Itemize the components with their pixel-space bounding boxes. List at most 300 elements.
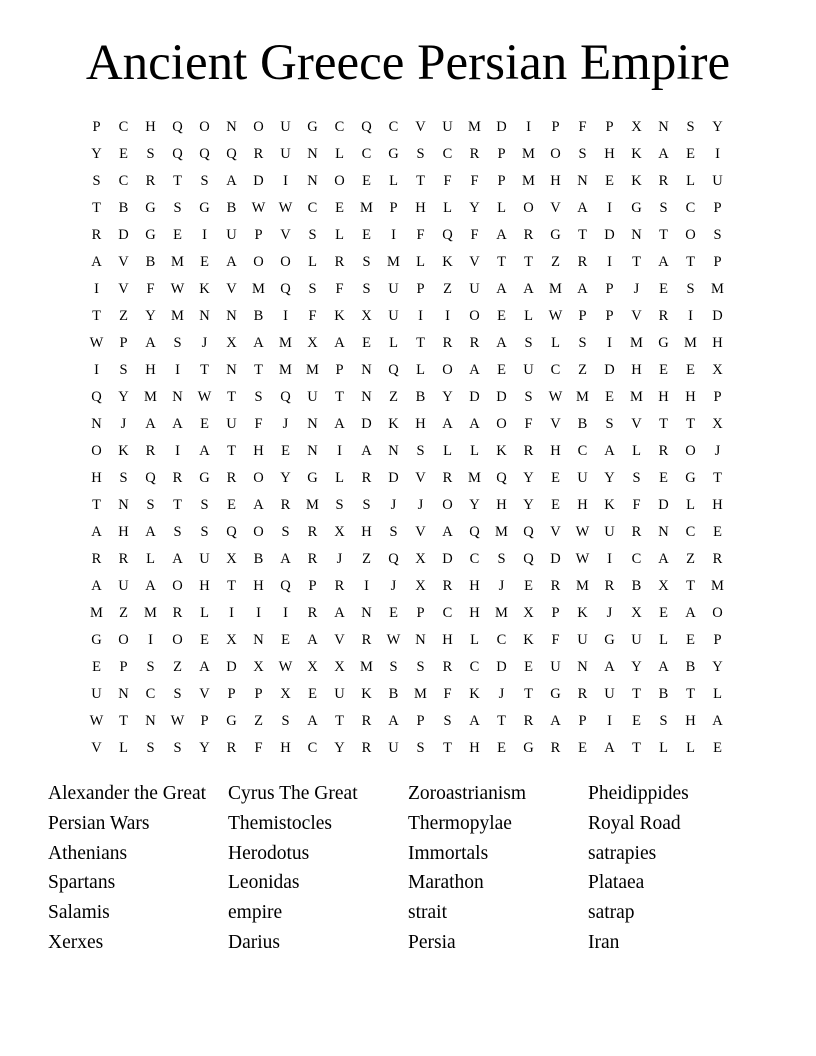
grid-letter: U xyxy=(631,632,642,648)
grid-letter: V xyxy=(118,281,129,297)
grid-letter: R xyxy=(307,524,318,540)
grid-letter: C xyxy=(550,362,561,378)
grid-letter: A xyxy=(226,173,237,189)
grid-letter: S xyxy=(659,200,668,216)
grid-letter: Q xyxy=(145,470,156,486)
grid-letter: G xyxy=(226,713,237,729)
grid-letter: Q xyxy=(523,551,534,567)
grid-letter: B xyxy=(253,551,264,567)
grid-letter: S xyxy=(308,227,317,243)
grid-letter: R xyxy=(145,173,156,189)
grid-letter: H xyxy=(415,416,426,432)
word-list-item: Zoroastrianism xyxy=(408,783,527,804)
grid-letter: L xyxy=(308,254,317,270)
grid-letter: M xyxy=(684,335,697,351)
grid-letter: C xyxy=(388,119,399,135)
grid-row xyxy=(83,438,733,465)
grid-letter: R xyxy=(712,551,723,567)
grid-letter: G xyxy=(199,200,210,216)
grid-letter: M xyxy=(630,335,643,351)
grid-letter: S xyxy=(389,524,398,540)
grid-letter: P xyxy=(389,200,398,216)
grid-letter: O xyxy=(685,443,696,459)
grid-letter: O xyxy=(253,254,264,270)
grid-letter: E xyxy=(173,227,182,243)
grid-letter: S xyxy=(173,335,182,351)
grid-letter: P xyxy=(227,686,236,702)
grid-letter: E xyxy=(686,632,695,648)
grid-letter: G xyxy=(550,686,561,702)
grid-letter: S xyxy=(686,119,695,135)
grid-letter: U xyxy=(577,632,588,648)
grid-letter: H xyxy=(145,119,156,135)
grid-row xyxy=(83,168,733,195)
grid-letter: A xyxy=(604,659,615,675)
grid-letter: B xyxy=(226,200,237,216)
word-list-item: Herodotus xyxy=(228,842,310,864)
grid-row xyxy=(83,708,733,735)
grid-letter: R xyxy=(172,470,183,486)
grid-letter: J xyxy=(282,416,289,432)
grid-letter: U xyxy=(712,173,723,189)
grid-letter: A xyxy=(253,497,264,513)
grid-letter: L xyxy=(524,308,533,324)
grid-letter: S xyxy=(713,227,722,243)
grid-letter: Z xyxy=(389,389,398,405)
grid-letter: P xyxy=(605,281,614,297)
grid-letter: E xyxy=(659,605,668,621)
grid-letter: T xyxy=(632,254,641,270)
grid-letter: R xyxy=(226,740,237,756)
grid-letter: T xyxy=(659,416,668,432)
grid-letter: W xyxy=(89,335,104,351)
grid-letter: A xyxy=(280,551,291,567)
grid-letter: M xyxy=(495,524,508,540)
grid-letter: V xyxy=(226,281,237,297)
grid-letter: H xyxy=(469,578,480,594)
grid-row xyxy=(83,114,733,141)
grid-letter: S xyxy=(254,389,263,405)
grid-letter: O xyxy=(442,497,453,513)
grid-letter: N xyxy=(307,146,318,162)
grid-letter: D xyxy=(604,227,615,243)
grid-letter: H xyxy=(658,389,669,405)
grid-letter: I xyxy=(445,308,450,324)
grid-letter: R xyxy=(361,713,372,729)
grid-letter: Z xyxy=(254,713,263,729)
grid-letter: R xyxy=(631,524,642,540)
grid-letter: A xyxy=(604,740,615,756)
grid-letter: A xyxy=(469,713,480,729)
grid-letter: A xyxy=(361,443,372,459)
grid-letter: W xyxy=(278,659,293,675)
grid-letter: R xyxy=(469,146,480,162)
grid-letter: N xyxy=(253,632,264,648)
grid-letter: E xyxy=(686,362,695,378)
grid-letter: E xyxy=(686,146,695,162)
grid-letter: O xyxy=(253,470,264,486)
word-list-item: satrapies xyxy=(588,842,657,864)
grid-letter: O xyxy=(253,119,264,135)
grid-letter: E xyxy=(632,713,641,729)
grid-letter: A xyxy=(253,335,264,351)
grid-letter: A xyxy=(226,254,237,270)
grid-letter: I xyxy=(175,362,180,378)
grid-letter: K xyxy=(523,632,534,648)
grid-letter: Y xyxy=(469,497,480,513)
grid-letter: F xyxy=(551,632,560,648)
grid-letter: Q xyxy=(496,470,507,486)
grid-letter: C xyxy=(334,119,345,135)
grid-letter: X xyxy=(226,632,237,648)
grid-letter: E xyxy=(659,362,668,378)
grid-letter: U xyxy=(523,362,534,378)
grid-letter: J xyxy=(606,605,613,621)
grid-letter: E xyxy=(551,497,560,513)
grid-letter: M xyxy=(414,686,427,702)
grid-letter: K xyxy=(199,281,210,297)
grid-letter: R xyxy=(658,443,669,459)
grid-letter: W xyxy=(251,200,266,216)
grid-letter: A xyxy=(496,281,507,297)
grid-letter: I xyxy=(94,281,99,297)
grid-letter: F xyxy=(443,173,452,189)
grid-letter: I xyxy=(607,335,612,351)
grid-row xyxy=(83,573,733,600)
grid-letter: P xyxy=(416,713,425,729)
grid-letter: I xyxy=(607,200,612,216)
grid-letter: E xyxy=(497,740,506,756)
grid-letter: W xyxy=(386,632,401,648)
grid-letter: O xyxy=(172,632,183,648)
grid-letter: G xyxy=(91,632,102,648)
grid-letter: N xyxy=(199,308,210,324)
grid-letter: W xyxy=(548,308,563,324)
grid-letter: Z xyxy=(119,605,128,621)
grid-letter: P xyxy=(416,605,425,621)
grid-letter: R xyxy=(361,470,372,486)
grid-letter: S xyxy=(92,173,101,189)
grid-letter: T xyxy=(632,740,641,756)
grid-letter: S xyxy=(416,740,425,756)
grid-letter: T xyxy=(686,416,695,432)
grid-letter: N xyxy=(658,119,669,135)
grid-letter: T xyxy=(524,686,533,702)
grid-letter: D xyxy=(253,173,264,189)
grid-letter: S xyxy=(146,497,155,513)
grid-letter: A xyxy=(388,713,399,729)
grid-letter: E xyxy=(713,740,722,756)
grid-row xyxy=(83,492,733,519)
grid-letter: F xyxy=(578,119,587,135)
grid-letter: A xyxy=(685,605,696,621)
grid-letter: X xyxy=(226,335,237,351)
grid-letter: N xyxy=(577,659,588,675)
grid-letter: S xyxy=(173,524,182,540)
grid-letter: R xyxy=(604,578,615,594)
grid-row xyxy=(83,546,733,573)
grid-letter: G xyxy=(658,335,669,351)
grid-letter: M xyxy=(522,146,535,162)
grid-letter: P xyxy=(200,713,209,729)
grid-letter: T xyxy=(254,362,263,378)
grid-letter: O xyxy=(496,416,507,432)
grid-letter: L xyxy=(470,632,479,648)
grid-letter: E xyxy=(497,362,506,378)
grid-letter: D xyxy=(442,551,453,567)
grid-letter: L xyxy=(713,686,722,702)
grid-letter: X xyxy=(658,578,669,594)
grid-letter: G xyxy=(523,740,534,756)
grid-letter: C xyxy=(469,551,480,567)
grid-letter: L xyxy=(389,173,398,189)
grid-letter: N xyxy=(307,173,318,189)
grid-letter: D xyxy=(712,308,723,324)
grid-letter: W xyxy=(170,713,185,729)
grid-letter: Q xyxy=(442,227,453,243)
grid-letter: N xyxy=(631,227,642,243)
grid-letter: K xyxy=(469,686,480,702)
grid-letter: U xyxy=(280,146,291,162)
grid-letter: S xyxy=(443,713,452,729)
grid-letter: O xyxy=(172,578,183,594)
grid-letter: H xyxy=(712,497,723,513)
grid-letter: S xyxy=(416,146,425,162)
grid-letter: G xyxy=(388,146,399,162)
grid-letter: R xyxy=(442,578,453,594)
grid-letter: T xyxy=(578,227,587,243)
grid-letter: K xyxy=(604,497,615,513)
grid-letter: E xyxy=(308,686,317,702)
grid-letter: P xyxy=(254,227,263,243)
grid-letter: L xyxy=(497,200,506,216)
grid-letter: U xyxy=(334,686,345,702)
grid-letter: P xyxy=(254,686,263,702)
grid-row xyxy=(83,303,733,330)
grid-letter: X xyxy=(280,686,291,702)
grid-letter: V xyxy=(334,632,345,648)
grid-letter: L xyxy=(389,335,398,351)
grid-letter: N xyxy=(118,497,129,513)
grid-letter: G xyxy=(145,200,156,216)
grid-letter: N xyxy=(361,362,372,378)
grid-letter: S xyxy=(362,254,371,270)
word-list-item: empire xyxy=(228,902,283,924)
grid-letter: T xyxy=(686,254,695,270)
grid-letter: F xyxy=(146,281,155,297)
word-bank xyxy=(48,779,788,958)
grid-letter: C xyxy=(307,740,318,756)
grid-letter: E xyxy=(362,335,371,351)
grid-letter: U xyxy=(280,119,291,135)
grid-letter: F xyxy=(308,308,317,324)
grid-letter: E xyxy=(659,470,668,486)
grid-letter: F xyxy=(254,740,263,756)
grid-letter: N xyxy=(118,686,129,702)
grid-letter: U xyxy=(388,740,399,756)
grid-letter: M xyxy=(576,578,589,594)
grid-letter: P xyxy=(335,362,344,378)
grid-row xyxy=(83,627,733,654)
grid-letter: L xyxy=(335,470,344,486)
grid-letter: D xyxy=(118,227,129,243)
grid-letter: V xyxy=(550,200,561,216)
grid-letter: X xyxy=(523,605,534,621)
grid-letter: A xyxy=(658,659,669,675)
grid-row xyxy=(83,384,733,411)
grid-letter: J xyxy=(417,497,424,513)
grid-letter: T xyxy=(335,713,344,729)
grid-letter: L xyxy=(416,362,425,378)
grid-letter: C xyxy=(307,200,318,216)
grid-letter: N xyxy=(226,308,237,324)
grid-letter: S xyxy=(281,713,290,729)
grid-letter: D xyxy=(496,659,507,675)
grid-letter: H xyxy=(712,335,723,351)
grid-letter: T xyxy=(713,470,722,486)
grid-letter: D xyxy=(550,551,561,567)
grid-letter: P xyxy=(713,389,722,405)
grid-letter: J xyxy=(633,281,640,297)
grid-letter: Q xyxy=(226,146,237,162)
grid-letter: A xyxy=(91,254,102,270)
grid-letter: H xyxy=(415,200,426,216)
grid-letter: S xyxy=(362,281,371,297)
grid-letter: X xyxy=(631,605,642,621)
grid-row xyxy=(83,195,733,222)
grid-letter: F xyxy=(443,686,452,702)
grid-letter: N xyxy=(307,443,318,459)
grid-letter: S xyxy=(578,335,587,351)
grid-letter: I xyxy=(418,308,423,324)
word-list-item: Darius xyxy=(228,931,280,953)
grid-letter: A xyxy=(658,551,669,567)
grid-letter: I xyxy=(607,551,612,567)
grid-letter: A xyxy=(172,416,183,432)
grid-letter: L xyxy=(416,254,425,270)
grid-letter: R xyxy=(307,551,318,567)
grid-letter: V xyxy=(280,227,291,243)
grid-letter: J xyxy=(390,578,397,594)
grid-letter: M xyxy=(171,308,184,324)
grid-letter: U xyxy=(307,389,318,405)
grid-letter: T xyxy=(524,254,533,270)
grid-letter: P xyxy=(119,335,128,351)
grid-letter: A xyxy=(496,227,507,243)
grid-letter: K xyxy=(631,146,642,162)
grid-letter: K xyxy=(496,443,507,459)
grid-letter: P xyxy=(578,713,587,729)
grid-letter: R xyxy=(118,551,129,567)
grid-letter: S xyxy=(200,173,209,189)
grid-letter: Y xyxy=(523,470,534,486)
grid-letter: H xyxy=(685,713,696,729)
grid-letter: X xyxy=(415,551,426,567)
word-list-item: Thermopylae xyxy=(408,812,512,834)
grid-letter: O xyxy=(118,632,129,648)
grid-letter: M xyxy=(630,389,643,405)
grid-letter: F xyxy=(524,416,533,432)
grid-letter: D xyxy=(496,119,507,135)
grid-letter: G xyxy=(550,227,561,243)
grid-letter: I xyxy=(337,443,342,459)
grid-letter: S xyxy=(686,281,695,297)
grid-letter: M xyxy=(549,281,562,297)
grid-letter: P xyxy=(497,146,506,162)
grid-letter: T xyxy=(686,686,695,702)
grid-letter: U xyxy=(604,524,615,540)
grid-letter: B xyxy=(685,659,696,675)
grid-letter: R xyxy=(253,146,264,162)
grid-letter: X xyxy=(631,119,642,135)
grid-letter: C xyxy=(361,146,372,162)
grid-letter: N xyxy=(577,173,588,189)
grid-letter: A xyxy=(199,659,210,675)
grid-letter: P xyxy=(119,659,128,675)
grid-letter: H xyxy=(550,173,561,189)
grid-letter: E xyxy=(200,254,209,270)
grid-letter: U xyxy=(604,686,615,702)
grid-letter: S xyxy=(200,497,209,513)
grid-letter: M xyxy=(468,119,481,135)
grid-letter: N xyxy=(415,632,426,648)
grid-letter: R xyxy=(91,551,102,567)
grid-letter: G xyxy=(145,227,156,243)
grid-letter: Y xyxy=(280,470,291,486)
grid-letter: Z xyxy=(578,362,587,378)
grid-letter: T xyxy=(227,578,236,594)
grid-letter: D xyxy=(469,389,480,405)
grid-letter: Q xyxy=(388,362,399,378)
grid-letter: U xyxy=(226,227,237,243)
grid-letter: R xyxy=(469,335,480,351)
grid-letter: D xyxy=(496,389,507,405)
grid-letter: S xyxy=(578,146,587,162)
grid-letter: R xyxy=(523,443,534,459)
grid-letter: G xyxy=(685,470,696,486)
grid-letter: B xyxy=(658,686,669,702)
grid-letter: W xyxy=(170,281,185,297)
grid-letter: E xyxy=(551,470,560,486)
grid-letter: K xyxy=(577,605,588,621)
grid-letter: T xyxy=(416,173,425,189)
grid-letter: H xyxy=(577,497,588,513)
word-list-item: Marathon xyxy=(408,872,484,894)
grid-letter: R xyxy=(361,632,372,648)
grid-letter: N xyxy=(226,119,237,135)
word-list-item: Royal Road xyxy=(588,812,681,834)
grid-letter: C xyxy=(685,200,696,216)
grid-letter: E xyxy=(389,605,398,621)
grid-letter: M xyxy=(711,281,724,297)
grid-row xyxy=(83,654,733,681)
grid-letter: M xyxy=(306,497,319,513)
grid-letter: L xyxy=(659,632,668,648)
grid-row xyxy=(83,249,733,276)
grid-letter: X xyxy=(334,524,345,540)
grid-letter: K xyxy=(442,254,453,270)
grid-letter: L xyxy=(443,443,452,459)
grid-letter: A xyxy=(334,416,345,432)
grid-letter: P xyxy=(308,578,317,594)
grid-letter: K xyxy=(361,686,372,702)
grid-letter: V xyxy=(415,119,426,135)
grid-letter: W xyxy=(278,200,293,216)
grid-letter: G xyxy=(604,632,615,648)
grid-letter: T xyxy=(173,173,182,189)
grid-letter: V xyxy=(118,254,129,270)
grid-letter: D xyxy=(226,659,237,675)
